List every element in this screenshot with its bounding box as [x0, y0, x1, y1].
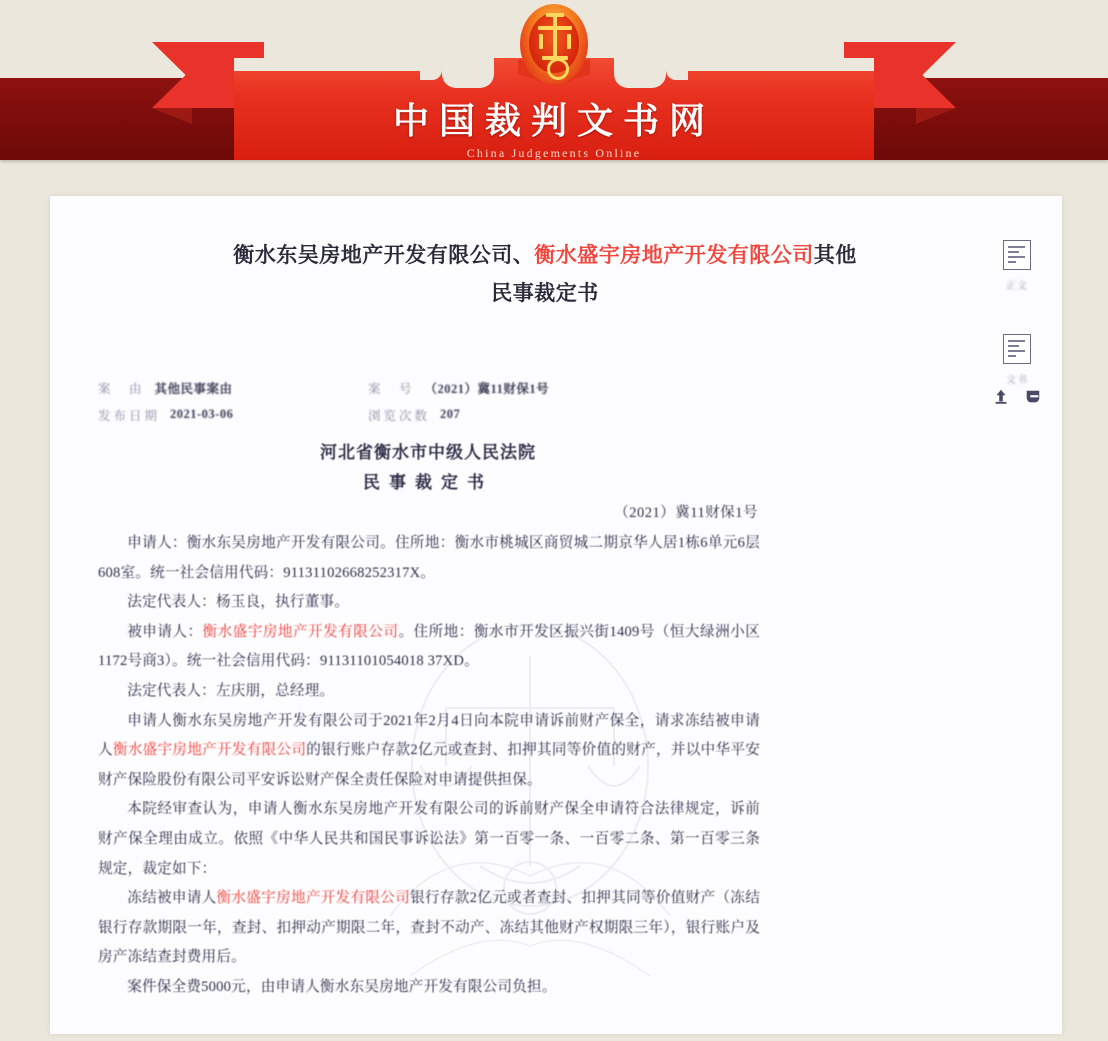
paragraph-text: 被申请人： [127, 623, 203, 640]
share-icon[interactable] [992, 388, 1010, 406]
meta-caseno-value: （2021）冀11财保1号 [424, 381, 550, 396]
document-paragraph [98, 529, 760, 588]
site-title-cn: 中国裁判文书网 [392, 101, 715, 142]
document-toolbar [992, 388, 1042, 406]
case-number: （2021）冀11财保1号 [614, 505, 758, 521]
highlighted-party-name: 衡水盛宇房地产开发有限公司 [202, 623, 399, 640]
meta-publish-label: 发布日期 [98, 408, 161, 423]
side-tab-body[interactable] [994, 240, 1040, 292]
paragraph-text: 法定代表人：杨玉良，执行董事。 [127, 594, 350, 611]
page-title [195, 236, 895, 312]
document-paragraph [98, 795, 760, 884]
site-banner [0, 0, 1108, 196]
meta-caseno [368, 379, 549, 397]
meta-caseno-label: 案 号 [368, 381, 415, 396]
court-name: 河北省衡水市中级人民法院 [320, 443, 536, 462]
paragraph-text: 法定代表人：左庆朋，总经理。 [127, 682, 335, 699]
meta-publish [98, 406, 368, 424]
paragraph-text: 的银行账户存款2亿元或查封、扣押其同等价值的财产，并以中华平安财产保险股份有限公司平安诉讼财产保全责任保险对申请提供担保。 [98, 742, 760, 788]
paragraph-text: 。住所地：衡水市开发区振兴街1409号（恒大绿洲小区1172号商3）。统一社会信用代码：91131101054018 37XD。 [98, 623, 760, 670]
paragraph-text: 本院经审查认为，申请人衡水东吴房地产开发有限公司的诉前财产保全申请符合法律规定，诉前财产保全理由成立。依照《中华人民共和国民事诉讼法》第一百零一条、一百零二条、第一百零三条规定，裁定如下： [98, 801, 760, 877]
title-line-2: 民事裁定书 [491, 281, 599, 305]
paragraph-text: 银行存款2亿元或者查封、扣押其同等价值财产（冻结银行存款期限一年，查封、扣押动产期限二年，查封不动产、冻结其他财产权期限三年），银行账户及房产冻结查封费用后。 [98, 890, 760, 966]
document-paragraph [98, 588, 760, 618]
document-card [50, 196, 1062, 1034]
document-paragraph [98, 973, 760, 1003]
meta-views-value: 207 [440, 407, 461, 421]
highlighted-party-name: 衡水盛宇房地产开发有限公司 [216, 890, 411, 907]
highlighted-party-name: 衡水盛宇房地产开发有限公司 [112, 742, 307, 759]
meta-views-label: 浏览次数 [368, 408, 431, 423]
document-outline-icon [1003, 334, 1031, 364]
side-tab-document-label: 文书 [1006, 375, 1028, 386]
document-paragraph [98, 618, 760, 677]
document-paragraph [98, 677, 760, 707]
meta-cause [98, 379, 368, 397]
document-paragraph [98, 884, 760, 973]
side-tab-document[interactable] [994, 334, 1040, 386]
download-icon[interactable] [1024, 388, 1042, 406]
title-part-1: 衡水东吴房地产开发有限公司、 [233, 243, 535, 267]
meta-publish-value: 2021-03-06 [170, 407, 234, 421]
document-text [98, 529, 760, 1003]
document-outline-icon [1003, 240, 1031, 270]
doc-type: 民事裁定书 [363, 473, 493, 492]
meta-views [368, 406, 460, 424]
document-meta [98, 374, 758, 428]
side-tab-body-label: 正文 [1006, 281, 1028, 292]
meta-cause-value: 其他民事案由 [154, 381, 233, 396]
meta-row-1 [98, 374, 758, 401]
paragraph-text: 冻结被申请人 [127, 890, 217, 907]
paragraph-text: 申请人衡水东吴房地产开发有限公司于2021年2月4日向本院申请诉前财产保全，请求冻结被申请人 [98, 712, 760, 759]
paragraph-text: 申请人：衡水东吴房地产开发有限公司。住所地：衡水市桃城区商贸城二期京华人居1栋6单元6层608室。统一社会信用代码：91131102668252317X。 [98, 535, 760, 581]
court-emblem-icon [512, 4, 596, 98]
court-heading [98, 438, 758, 498]
meta-row-2 [98, 401, 758, 428]
title-part-2: 其他 [813, 243, 857, 267]
paragraph-text: 案件保全费5000元，由申请人衡水东吴房地产开发有限公司负担。 [127, 978, 557, 995]
document-body-wrapper [195, 236, 895, 312]
site-title-en: China Judgements Online [466, 146, 642, 160]
meta-cause-label: 案 由 [98, 381, 145, 396]
title-highlight-company: 衡水盛宇房地产开发有限公司 [534, 243, 814, 267]
document-paragraph [98, 707, 760, 796]
